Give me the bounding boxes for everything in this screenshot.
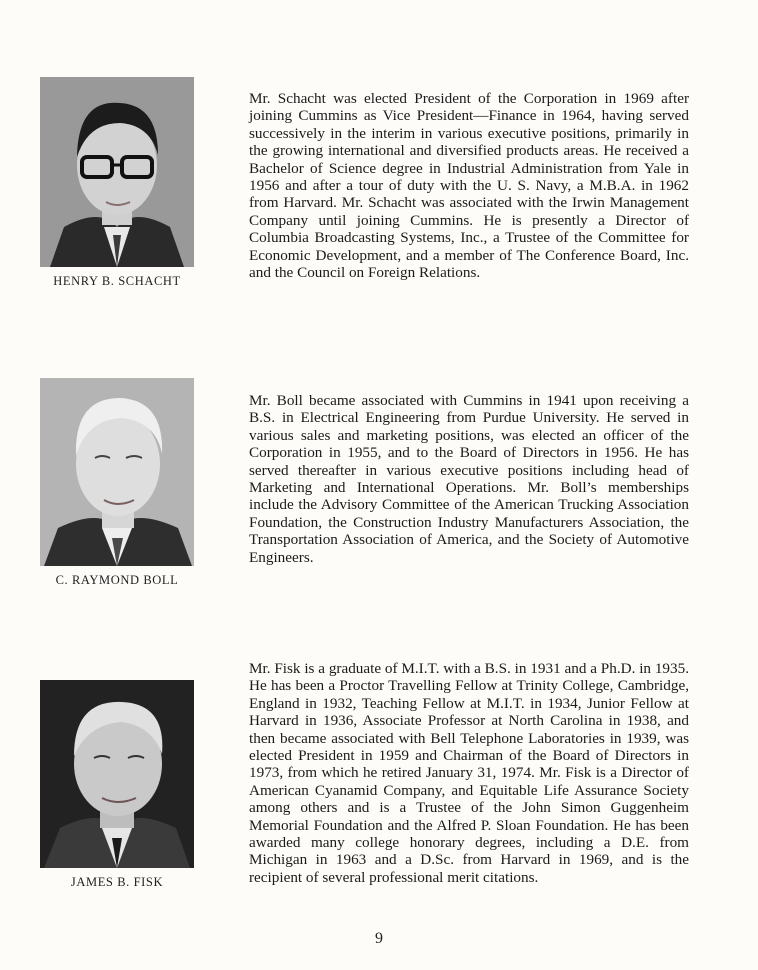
person-name-caption: HENRY B. SCHACHT: [53, 274, 181, 288]
page-number: 9: [375, 930, 383, 947]
portrait-photo-schacht: [40, 77, 194, 267]
portrait-photo-fisk: [40, 680, 194, 868]
person-biography: Mr. Boll became associated with Cummins in 1941 upon receiving a B.S. in Electrical Engineering from Purdue University. He served in various sales and marketing positions, was elected an officer of the Corporation in 1955, and to the Board of Directors in 1956. He has served thereafter in various executive positions including head of Marketing and International Operations. Mr. Boll’s memberships include the Advisory Committee of the American Trucking Association Foundation, the Construction Industry Manufacturers Association, the Transportation Association of America, and the Society of Automotive Engineers.: [249, 392, 689, 566]
person-biography: Mr. Schacht was elected President of the Corporation in 1969 after joining Cummins as Vice President—Finance in 1964, having served successively in the interim in various executive positions, primarily in the growing international and diversified products areas. He received a Bachelor of Science degree in Industrial Administration from Yale in 1956 and after a tour of duty with the U. S. Navy, a M.B.A. in 1962 from Harvard. Mr. Schacht was associated with the Irwin Management Company until joining Cummins. He is presently a Director of Columbia Broadcasting Systems, Inc., a Trustee of the Committee for Economic Development, and a member of The Conference Board, Inc. and the Council on Foreign Relations.: [249, 90, 689, 282]
person-biography: Mr. Fisk is a graduate of M.I.T. with a B.S. in 1931 and a Ph.D. in 1935. He has been a Proctor Travelling Fellow at Trinity College, Cambridge, England in 1932, Teaching Fellow at M.I.T. in 1934, Junior Fellow at Harvard in 1936, Associate Professor at North Carolina in 1938, and then became associated with Bell Telephone Laboratories in 1939, was elected President in 1959 and Chairman of the Board of Directors in 1973, from which he retired January 31, 1974. Mr. Fisk is a Director of American Cyanamid Company, and Equitable Life Assurance Society among others and is a Trustee of the John Simon Guggenheim Memorial Foundation and the Alfred P. Sloan Foundation. He has been awarded many college honorary degrees, including a D.E. from Michigan in 1963 and a D.Sc. from Harvard in 1969, and is the recipient of several professional merit citations.: [249, 660, 689, 886]
portrait-photo-boll: [40, 378, 194, 566]
person-name-caption: C. RAYMOND BOLL: [55, 573, 179, 587]
person-name-caption: JAMES B. FISK: [70, 875, 164, 889]
